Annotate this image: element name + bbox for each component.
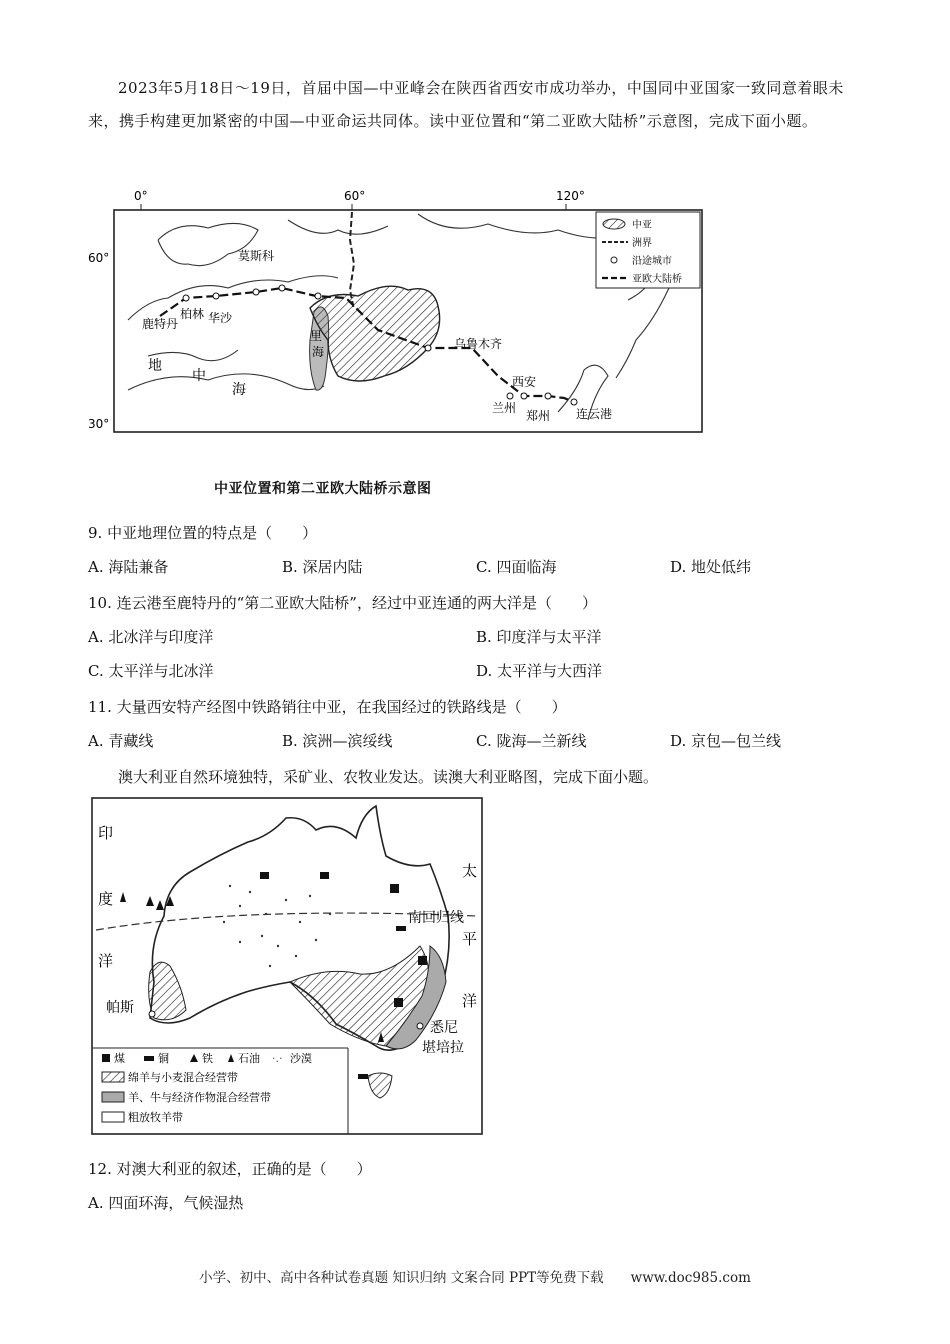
lat-60: 60° <box>88 251 110 265</box>
q10-option-b: B. 印度洋与太平洋 <box>476 628 602 646</box>
legend-iron: 铁 <box>202 1052 213 1065</box>
pacific-ocean-1: 太 <box>462 862 478 880</box>
lon-120: 120° <box>556 189 585 203</box>
central-asia-map <box>88 180 718 480</box>
legend-oil: 石油 <box>238 1052 260 1065</box>
legend-wheat-sheep: 绵羊与小麦混合经营带 <box>128 1071 238 1084</box>
legend-coal: 煤 <box>114 1052 125 1065</box>
lon-60: 60° <box>344 189 366 203</box>
q10-option-a: A. 北冰洋与印度洋 <box>88 628 214 646</box>
intro-paragraph-1: 2023年5月18日～19日，首届中国—中亚峰会在陕西省西安市成功举办，中国同中亚国家一致同意着眼未来，携手构建更加紧密的中国—中亚命运共同体。读中亚位置和“第二亚欧大陆桥”示意图，完成下面小题。 <box>88 79 844 130</box>
indian-ocean-1: 印 <box>98 824 114 842</box>
page-footer: 小学、初中、高中各种试卷真题 知识归纳 文案合同 PPT等免费下载 www.doc985.com <box>199 1270 751 1286</box>
lon-0: 0° <box>134 189 148 203</box>
legend-copper: 铜 <box>158 1052 169 1065</box>
city-sydney: 悉尼 <box>430 1020 458 1036</box>
legend-land-bridge: 亚欧大陆桥 <box>632 274 682 285</box>
question-11: 11. 大量西安特产经图中铁路销往中亚，在我国经过的铁路线是（ ） <box>88 698 567 716</box>
legend-cattle-crops: 羊、牛与经济作物混合经营带 <box>128 1091 271 1104</box>
q9-option-a: A. 海陆兼备 <box>88 558 169 576</box>
city-lianyungang: 连云港 <box>576 407 613 421</box>
q10-option-c: C. 太平洋与北冰洋 <box>88 662 214 680</box>
city-perth: 帕斯 <box>106 1000 134 1016</box>
indian-ocean-3: 洋 <box>98 952 114 970</box>
question-9: 9. 中亚地理位置的特点是（ ） <box>88 524 318 542</box>
city-warsaw: 华沙 <box>208 311 233 325</box>
map1-caption: 中亚位置和第二亚欧大陆桥示意图 <box>214 481 432 497</box>
q10-option-d: D. 太平洋与大西洋 <box>476 662 603 680</box>
city-zhengzhou: 郑州 <box>526 409 551 423</box>
q9-option-c: C. 四面临海 <box>476 558 557 576</box>
legend-desert: 沙漠 <box>290 1052 312 1065</box>
city-lanzhou: 兰州 <box>492 401 517 415</box>
q9-option-b: B. 深居内陆 <box>282 558 363 576</box>
city-urumqi: 乌鲁木齐 <box>454 337 503 351</box>
caspian-label-1: 里 <box>310 329 323 343</box>
pacific-ocean-2: 平 <box>462 930 478 948</box>
legend-central-asia: 中亚 <box>632 220 652 231</box>
q11-option-a: A. 青藏线 <box>88 732 154 750</box>
med-label-2: 中 <box>192 368 206 384</box>
city-rotterdam: 鹿特丹 <box>142 317 179 331</box>
med-label-3: 海 <box>232 382 246 398</box>
q9-option-d: D. 地处低纬 <box>670 558 752 576</box>
q11-option-d: D. 京包—包兰线 <box>670 732 782 750</box>
city-moscow: 莫斯科 <box>238 249 275 263</box>
med-label-1: 地 <box>148 358 162 374</box>
city-berlin: 柏林 <box>180 307 205 321</box>
legend-grazing: 粗放牧羊带 <box>128 1111 183 1124</box>
city-xian: 西安 <box>512 375 537 389</box>
tropic-label: 南回归线 <box>408 910 464 926</box>
pacific-ocean-3: 洋 <box>462 992 478 1010</box>
lat-30: 30° <box>88 417 110 431</box>
caspian-label-2: 海 <box>312 345 325 359</box>
intro-paragraph-2: 澳大利亚自然环境独特，采矿业、农牧业发达。读澳大利亚略图，完成下面小题。 <box>118 768 659 786</box>
city-canberra: 堪培拉 <box>422 1040 464 1056</box>
indian-ocean-2: 度 <box>98 890 114 908</box>
australia-map <box>90 796 484 1136</box>
question-10: 10. 连云港至鹿特丹的“第二亚欧大陆桥”，经过中亚连通的两大洋是（ ） <box>88 594 597 612</box>
q12-option-a: A. 四面环海，气候湿热 <box>88 1194 244 1212</box>
svg-text:·.·: ·.· <box>272 1052 283 1065</box>
q11-option-c: C. 陇海—兰新线 <box>476 732 587 750</box>
legend-continent-boundary: 洲界 <box>632 238 652 249</box>
question-12: 12. 对澳大利亚的叙述，正确的是（ ） <box>88 1160 372 1178</box>
legend-city: 沿途城市 <box>632 256 672 267</box>
q11-option-b: B. 滨洲—滨绥线 <box>282 732 393 750</box>
